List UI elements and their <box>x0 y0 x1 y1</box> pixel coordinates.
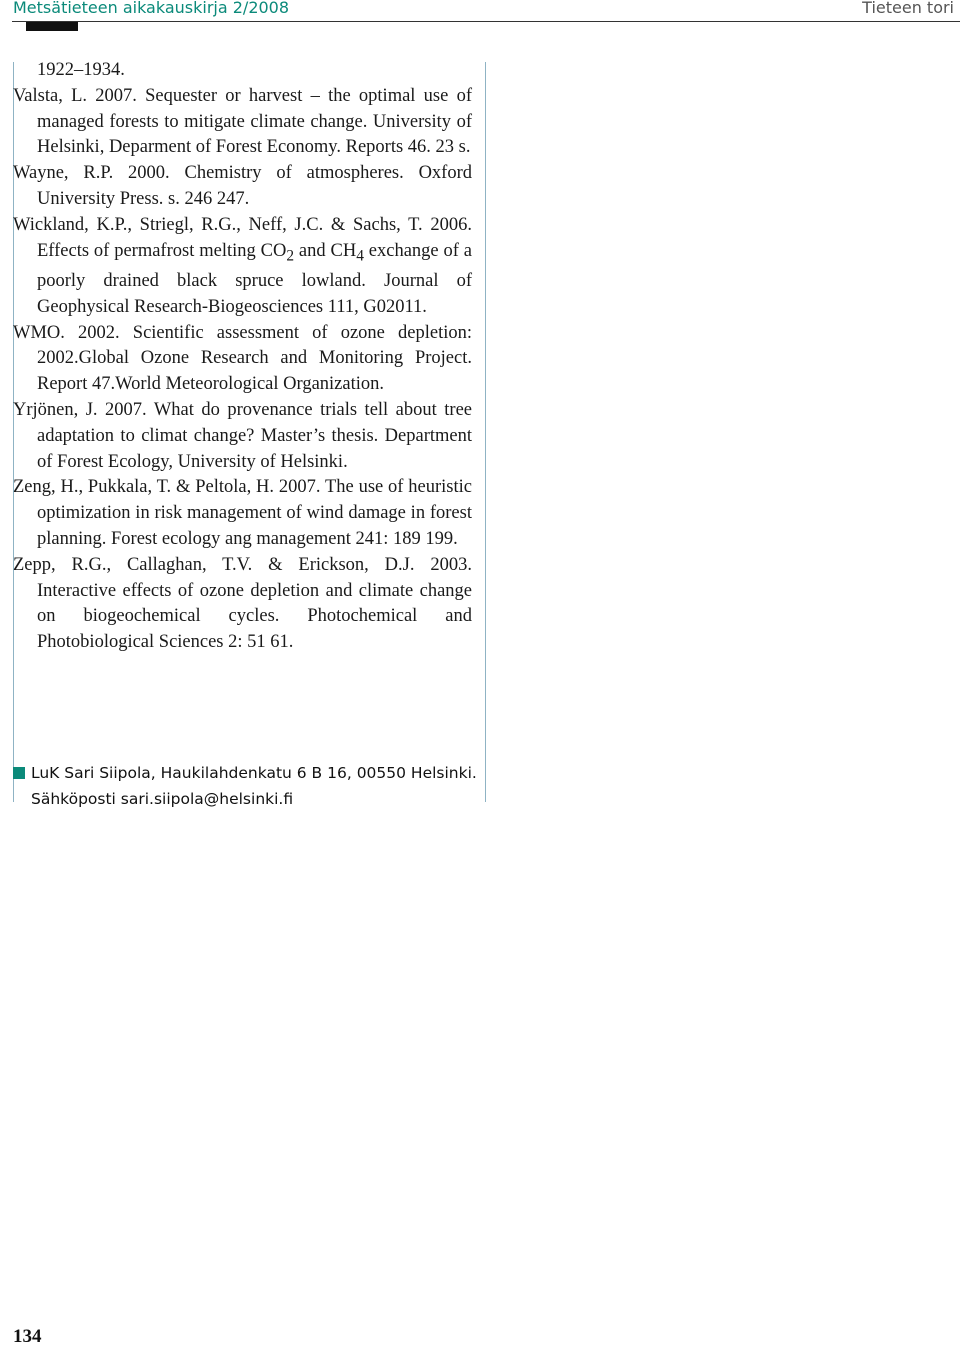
author-email: Sähköposti sari.siipola@helsinki.fi <box>31 790 294 808</box>
reference-entry: Yrjönen, J. 2007. What do provenance trials tell about tree adaptation to climat change? Master’s thesis. Department of Forest Ecology, University of Helsinki. <box>13 400 472 472</box>
journal-title: Metsätieteen aikakauskirja 2/2008 <box>13 0 290 17</box>
subscript: 2 <box>286 247 295 265</box>
reference-text: exchange of a poorly drained black spruce lowland. Journal of Geophysical Research-Biogeosciences 111, G02011. <box>37 240 472 317</box>
column-rule-right <box>485 62 486 802</box>
author-info <box>13 760 483 812</box>
reference-entry <box>13 213 472 321</box>
reference-entry: Zepp, R.G., Callaghan, T.V. & Erickson, D.J. 2003. Interactive effects of ozone depletion and climate change on biogeochemical cycles. Photochemical and Photobiological Sciences 2: 51 61. <box>13 554 472 653</box>
square-bullet-icon <box>13 767 25 779</box>
reference-entry: 1922–1934. <box>37 60 125 80</box>
author-line <box>13 760 483 786</box>
subscript: 4 <box>356 247 364 265</box>
reference-text: Wickland, K.P., Striegl, R.G., Neff, J.C. & Sachs, T. 2006. Effects of permafrost melting CO <box>13 214 472 261</box>
header-block <box>26 22 78 31</box>
reference-entry: Wayne, R.P. 2000. Chemistry of atmospheres. Oxford University Press. s. 246 247. <box>13 163 472 209</box>
header-rule <box>12 21 960 22</box>
section-title: Tieteen tori <box>862 0 954 17</box>
reference-text: and CH <box>294 240 357 261</box>
author-address: LuK Sari Siipola, Haukilahdenkatu 6 B 16, 00550 Helsinki. <box>31 764 477 782</box>
reference-entry: Valsta, L. 2007. Sequester or harvest – the optimal use of managed forests to mitigate climate change. University of Helsinki, Deparment of Forest Economy. Reports 46. 23 s. <box>13 85 472 158</box>
reference-list <box>13 58 472 656</box>
reference-entry: WMO. 2002. Scientific assessment of ozone depletion: 2002.Global Ozone Research and Monitoring Project. Report 47.World Meteorological Organization. <box>13 322 472 395</box>
page-number: 134 <box>13 1326 42 1347</box>
reference-entry: Zeng, H., Pukkala, T. & Peltola, H. 2007. The use of heuristic optimization in risk management of wind damage in forest planning. Forest ecology ang management 241: 189 199. <box>13 477 472 550</box>
